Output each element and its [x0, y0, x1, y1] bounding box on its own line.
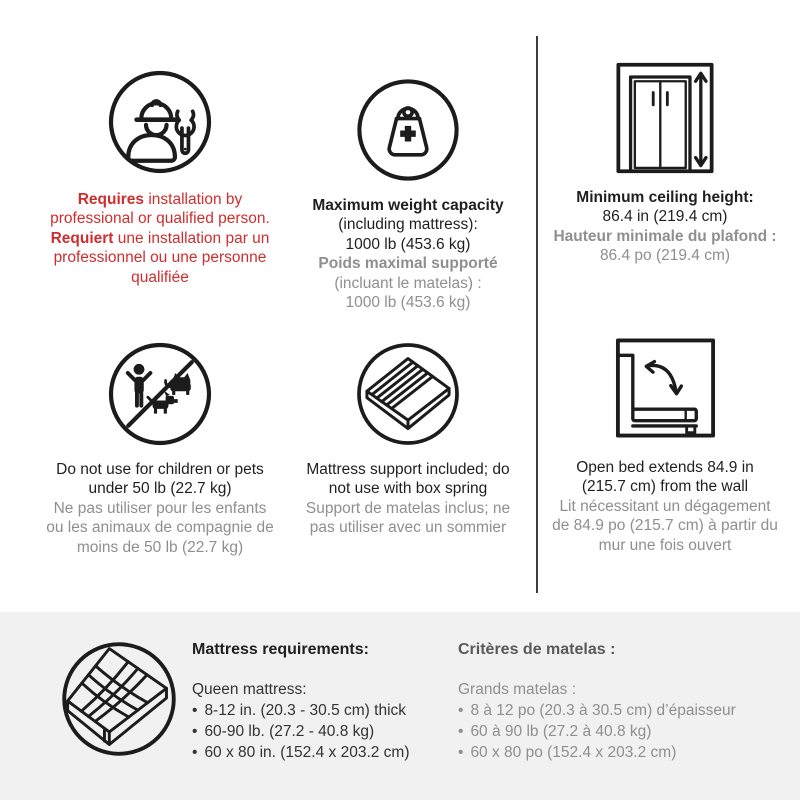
info-text-line: Minimum ceiling height: [576, 189, 754, 206]
section-divider [536, 36, 538, 593]
mattress-icon [56, 636, 182, 762]
open-bed-icon [615, 338, 716, 438]
info-text-line: mur une fois ouvert [598, 536, 732, 554]
info-text-line: Requiert une installation par un [50, 229, 270, 247]
info-block-text [306, 460, 510, 538]
installer-icon-wrap [104, 66, 216, 178]
info-text-line: Hauteur minimale du plafond : [553, 227, 777, 245]
mattress-requirements-list-en [192, 700, 457, 763]
info-text-line: ou les animaux de compagnie de [46, 519, 274, 537]
mattress-support-icon-wrap [352, 338, 464, 450]
weight-icon [353, 75, 463, 185]
info-text-line: (including mattress): [338, 216, 478, 234]
mattress-requirements-en [192, 640, 457, 763]
info-block-open-bed-clearance [540, 338, 790, 555]
info-text-line: qualifiée [131, 268, 189, 286]
info-block-installation-warning [20, 66, 300, 287]
mattress-requirements-heading-en: Mattress requirements: [192, 641, 369, 658]
info-block-text [552, 458, 778, 555]
mattress-requirements-fr [458, 640, 788, 763]
info-text-line: professionnel ou une personne [53, 249, 267, 267]
info-text-line: not use with box spring [328, 480, 488, 498]
mattress-size-label-fr: Grands matelas : [458, 681, 577, 698]
requirement-item: • 60 à 90 lb (27.2 à 40.8 kg) [458, 721, 788, 742]
no-children-pets-icon [104, 338, 216, 450]
info-text-line: 86.4 po (219.4 cm) [599, 247, 731, 265]
info-text-line: Maximum weight capacity [312, 197, 504, 214]
info-text-line: Poids maximal supporté [318, 255, 498, 273]
info-text-line: professional or qualified person. [50, 210, 270, 228]
info-text-line: 1000 lb (453.6 kg) [345, 294, 471, 312]
requirement-item: • 8 à 12 po (20.3 à 30.5 cm) d’épaisseur [458, 700, 788, 721]
mattress-requirements-heading-fr: Critères de matelas : [458, 641, 616, 658]
ceiling-height-icon-wrap [616, 62, 714, 174]
info-block-text [553, 188, 776, 266]
mattress-support-icon [352, 338, 464, 450]
info-text-line: pas utiliser avec un sommier [309, 519, 507, 537]
info-text-line: (215.7 cm) from the wall [581, 478, 749, 496]
info-text-line: de 84.9 po (215.7 cm) à partir du [552, 517, 778, 535]
info-text-line: Requires installation by [77, 191, 243, 208]
mattress-size-label-en: Queen mattress: [192, 681, 307, 698]
info-block-no-children-pets [20, 338, 300, 557]
requirement-item: • 60 x 80 in. (152.4 x 203.2 cm) [192, 742, 457, 763]
info-block-text [46, 460, 273, 557]
info-text-line: Support de matelas inclus; ne [305, 499, 511, 517]
info-text-line: under 50 lb (22.7 kg) [88, 480, 232, 498]
info-block-text [312, 196, 503, 312]
info-text-line: Open bed extends 84.9 in [576, 459, 754, 476]
open-bed-icon-wrap [615, 338, 716, 438]
info-text-line: (incluant le matelas) : [334, 274, 482, 292]
info-text-line: 1000 lb (453.6 kg) [345, 235, 471, 253]
requirement-item: • 8-12 in. (20.3 - 30.5 cm) thick [192, 700, 457, 721]
ceiling-height-icon [616, 62, 714, 174]
info-text-line: Mattress support included; do [306, 461, 510, 478]
requirement-item: • 60-90 lb. (27.2 - 40.8 kg) [192, 721, 457, 742]
info-block-text [50, 190, 270, 287]
weight-icon-wrap [353, 75, 463, 185]
installer-icon [104, 66, 216, 178]
mattress-requirements-list-fr [458, 700, 788, 763]
requirement-item: • 60 x 80 po (152.4 x 203.2 cm) [458, 742, 788, 763]
info-text-line: 86.4 in (219.4 cm) [602, 208, 728, 226]
info-block-max-weight [293, 75, 523, 312]
info-text-line: Ne pas utiliser pour les enfants [53, 499, 267, 517]
info-block-mattress-support [293, 338, 523, 538]
info-block-ceiling-height [540, 62, 790, 266]
info-text-line: Do not use for children or pets [56, 461, 264, 478]
no-children-pets-icon-wrap [104, 338, 216, 450]
info-text-line: moins de 50 lb (22.7 kg) [76, 538, 244, 556]
info-text-line: Lit nécessitant un dégagement [559, 497, 771, 515]
